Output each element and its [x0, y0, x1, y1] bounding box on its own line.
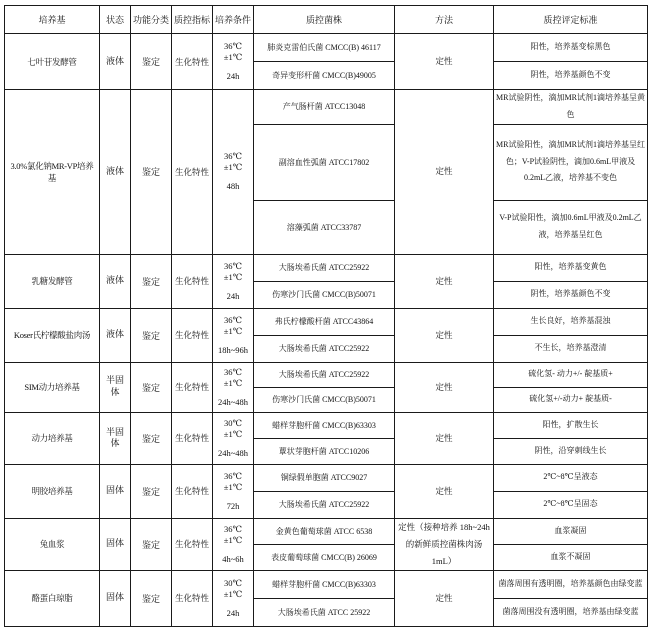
criteria-cell: 菌落周围没有透明圈，培养基由绿变蓝 — [494, 598, 648, 626]
strain-cell: 伤寒沙门氏菌 CMCC(B)50071 — [254, 281, 395, 308]
indicator-cell: 生化特性 — [172, 412, 213, 464]
table-row — [5, 518, 648, 544]
method-cell: 定性（接种培养 18h~24h 的新鲜质控菌株肉汤 1mL） — [395, 518, 494, 570]
function-cell: 鉴定 — [131, 362, 172, 412]
strain-cell: 弗氏柠檬酸杆菌 ATCC43864 — [254, 308, 395, 335]
condition-time: 48h — [226, 181, 240, 192]
medium-cell: 兔血浆 — [5, 518, 100, 570]
strain-cell: 蜡样芽胞杆菌 CMCC(B)63303 — [254, 570, 395, 598]
header-method: 方法 — [395, 6, 494, 34]
strain-cell: 肺炎克雷伯氏菌 CMCC(B) 46117 — [254, 34, 395, 62]
condition-temp: 36℃±1℃ — [223, 470, 243, 492]
medium-cell: Koser氏柠檬酸盐肉汤 — [5, 308, 100, 362]
state-cell: 固体 — [100, 570, 131, 626]
strain-cell: 大肠埃希氏菌 ATCC25922 — [254, 254, 395, 281]
criteria-cell: MR试验阴性，滴加MR试剂1滴培养基呈黄色 — [494, 90, 648, 125]
criteria-cell: 血浆凝固 — [494, 518, 648, 544]
condition-temp: 36℃±1℃ — [223, 314, 243, 336]
condition-cell — [213, 412, 254, 464]
condition-cell — [213, 570, 254, 626]
strain-cell: 铜绿假单胞菌 ATCC9027 — [254, 464, 395, 491]
criteria-cell: 硫化氢+/-动力+ 靛基质- — [494, 387, 648, 412]
strain-cell: 大肠埃希氏菌 ATCC25922 — [254, 491, 395, 518]
function-cell: 鉴定 — [131, 570, 172, 626]
method-cell: 定性 — [395, 254, 494, 308]
medium-cell: 乳糖发酵管 — [5, 254, 100, 308]
function-cell: 鉴定 — [131, 308, 172, 362]
criteria-cell: MR试验阳性，滴加MR试剂1滴培养基呈红色；V-P试验阴性，滴加0.6mL甲液及0.2mL乙液，培养基不变色 — [494, 124, 648, 200]
criteria-cell: 生长良好，培养基混浊 — [494, 308, 648, 335]
condition-cell — [213, 464, 254, 518]
indicator-cell: 生化特性 — [172, 308, 213, 362]
condition-cell — [213, 90, 254, 255]
condition-temp: 30℃±1℃ — [223, 417, 243, 439]
method-cell: 定性 — [395, 570, 494, 626]
condition-temp: 36℃±1℃ — [223, 523, 243, 545]
criteria-cell: 菌落周围有透明圈，培养基颜色由绿变蓝 — [494, 570, 648, 598]
indicator-cell: 生化特性 — [172, 570, 213, 626]
method-cell: 定性 — [395, 308, 494, 362]
condition-temp: 30℃±1℃ — [223, 577, 243, 599]
table-row — [5, 412, 648, 438]
function-cell: 鉴定 — [131, 34, 172, 90]
condition-cell — [213, 518, 254, 570]
header-strain: 质控菌株 — [254, 6, 395, 34]
function-cell: 鉴定 — [131, 90, 172, 255]
table-row — [5, 308, 648, 335]
condition-temp: 36℃±1℃ — [223, 40, 243, 62]
method-cell: 定性 — [395, 362, 494, 412]
function-cell: 鉴定 — [131, 464, 172, 518]
state-cell: 液体 — [100, 254, 131, 308]
header-row — [5, 6, 648, 34]
table-row — [5, 254, 648, 281]
criteria-cell: 2℃~8℃呈液态 — [494, 464, 648, 491]
strain-cell: 奇异变形杆菌 CMCC(B)49005 — [254, 62, 395, 90]
condition-cell — [213, 34, 254, 90]
medium-cell: 七叶苷发酵管 — [5, 34, 100, 90]
condition-time: 24h — [226, 71, 240, 82]
table-row — [5, 570, 648, 598]
medium-cell: 3.0%氯化钠MR-VP培养基 — [5, 90, 100, 255]
criteria-cell: V-P试验阳性，滴加0.6mL甲液及0.2mL乙液，培养基呈红色 — [494, 200, 648, 254]
state-cell: 固体 — [100, 518, 131, 570]
header-indicator: 质控指标 — [172, 6, 213, 34]
criteria-cell: 阳性，培养基变棕黑色 — [494, 34, 648, 62]
state-cell: 半固体 — [100, 362, 131, 412]
state-cell: 固体 — [100, 464, 131, 518]
condition-cell — [213, 308, 254, 362]
state-cell: 液体 — [100, 34, 131, 90]
criteria-cell: 不生长，培养基澄清 — [494, 335, 648, 362]
criteria-cell: 2℃~8℃呈固态 — [494, 491, 648, 518]
condition-cell — [213, 362, 254, 412]
criteria-cell: 阳性，培养基变黄色 — [494, 254, 648, 281]
medium-cell: 酪蛋白琼脂 — [5, 570, 100, 626]
criteria-cell: 阴性，沿穿刺线生长 — [494, 438, 648, 464]
strain-cell: 副溶血性弧菌 ATCC17802 — [254, 124, 395, 200]
state-cell: 液体 — [100, 308, 131, 362]
strain-cell: 大肠埃希氏菌 ATCC 25922 — [254, 598, 395, 626]
header-state: 状态 — [100, 6, 131, 34]
indicator-cell: 生化特性 — [172, 254, 213, 308]
table-row — [5, 464, 648, 491]
condition-temp: 36℃±1℃ — [223, 260, 243, 282]
criteria-cell: 阳性，扩散生长 — [494, 412, 648, 438]
culture-media-qc-table — [4, 5, 648, 627]
condition-time: 24h~48h — [217, 447, 249, 458]
method-cell: 定性 — [395, 464, 494, 518]
condition-time: 24h — [226, 290, 240, 301]
header-condition: 培养条件 — [213, 6, 254, 34]
header-medium: 培养基 — [5, 6, 100, 34]
table-row — [5, 90, 648, 125]
condition-cell — [213, 254, 254, 308]
condition-temp: 36℃±1℃ — [223, 151, 243, 173]
header-criteria: 质控评定标准 — [494, 6, 648, 34]
condition-time: 18h~96h — [217, 344, 249, 355]
criteria-cell: 硫化氢- 动力+/- 靛基质+ — [494, 362, 648, 387]
table-row — [5, 34, 648, 62]
strain-cell: 伤寒沙门氏菌 CMCC(B)50071 — [254, 387, 395, 412]
function-cell: 鉴定 — [131, 412, 172, 464]
indicator-cell: 生化特性 — [172, 362, 213, 412]
strain-cell: 表皮葡萄球菌 CMCC(B) 26069 — [254, 544, 395, 570]
medium-cell: 动力培养基 — [5, 412, 100, 464]
criteria-cell: 阴性，培养基颜色不变 — [494, 281, 648, 308]
function-cell: 鉴定 — [131, 518, 172, 570]
condition-time: 72h — [226, 500, 240, 511]
criteria-cell: 阴性，培养基颜色不变 — [494, 62, 648, 90]
method-cell: 定性 — [395, 34, 494, 90]
strain-cell: 蜡样芽胞杆菌 CMCC(B)63303 — [254, 412, 395, 438]
method-cell: 定性 — [395, 90, 494, 255]
state-cell: 半固体 — [100, 412, 131, 464]
condition-temp: 36℃±1℃ — [223, 366, 243, 388]
criteria-cell: 血浆不凝固 — [494, 544, 648, 570]
strain-cell: 大肠埃希氏菌 ATCC25922 — [254, 335, 395, 362]
strain-cell: 产气肠杆菌 ATCC13048 — [254, 90, 395, 125]
indicator-cell: 生化特性 — [172, 464, 213, 518]
strain-cell: 金黄色葡萄球菌 ATCC 6538 — [254, 518, 395, 544]
strain-cell: 蕈状芽胞杆菌 ATCC10206 — [254, 438, 395, 464]
strain-cell: 大肠埃希氏菌 ATCC25922 — [254, 362, 395, 387]
indicator-cell: 生化特性 — [172, 34, 213, 90]
indicator-cell: 生化特性 — [172, 518, 213, 570]
medium-cell: SIM动力培养基 — [5, 362, 100, 412]
condition-time: 4h~6h — [222, 553, 244, 564]
medium-cell: 明胶培养基 — [5, 464, 100, 518]
method-cell: 定性 — [395, 412, 494, 464]
condition-time: 24h — [226, 607, 240, 618]
indicator-cell: 生化特性 — [172, 90, 213, 255]
table-row — [5, 362, 648, 387]
state-cell: 液体 — [100, 90, 131, 255]
condition-time: 24h~48h — [217, 396, 249, 407]
function-cell: 鉴定 — [131, 254, 172, 308]
header-function: 功能分类 — [131, 6, 172, 34]
strain-cell: 溶藻弧菌 ATCC33787 — [254, 200, 395, 254]
